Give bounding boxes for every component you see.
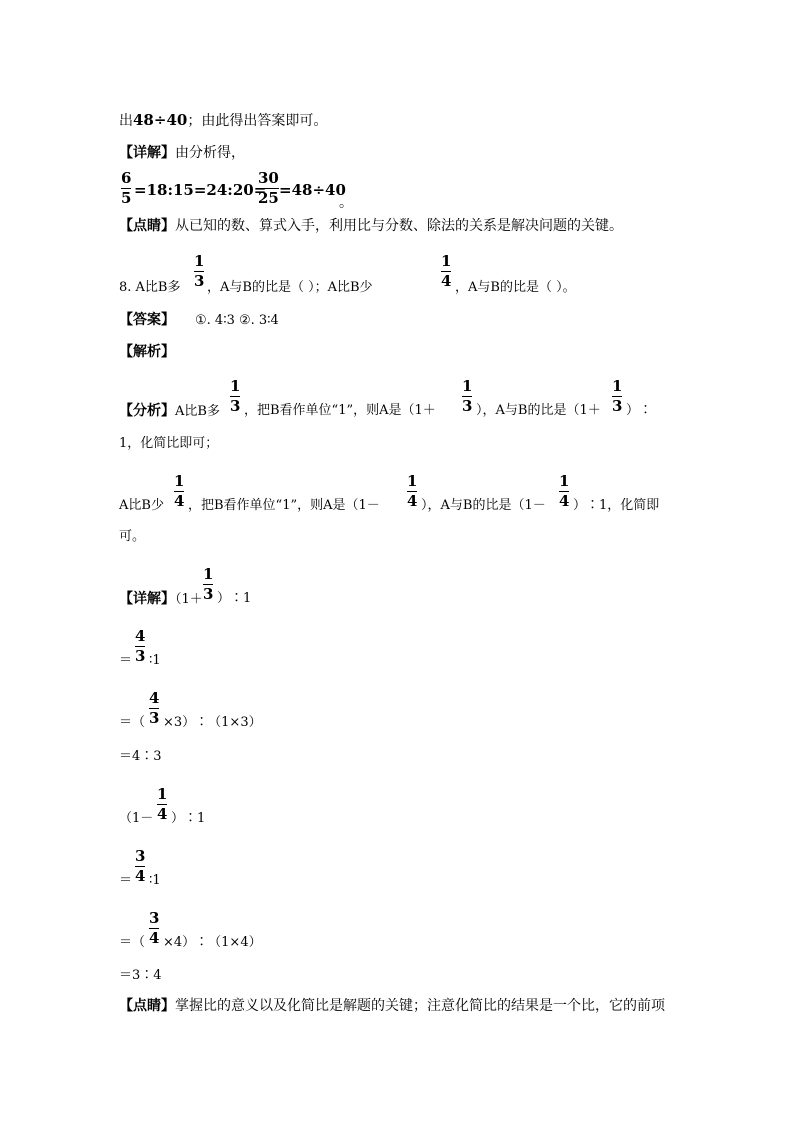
step-6: ＝ (119, 873, 133, 888)
fraction: 1 4 (174, 472, 185, 510)
fraction: 1 4 (559, 472, 570, 510)
fraction: 4 3 (149, 689, 160, 727)
fraction: 6 5 (121, 169, 132, 207)
section-tag: 【点睛】 (119, 218, 175, 234)
step-text: ）∶1 (217, 591, 252, 606)
analysis-text: ），A与B的比是（1－ (421, 498, 546, 513)
step-2: ＝ (119, 653, 133, 668)
analysis-text: 1，化简比即可； (119, 436, 219, 451)
text: 出 (119, 113, 133, 129)
fraction: 1 3 (230, 377, 241, 415)
section-tag: 【答案】 (119, 312, 175, 328)
analysis-text: ）∶1，化简即 (573, 498, 660, 513)
fraction: 3 4 (135, 847, 146, 885)
text: 由分析得， (175, 145, 245, 161)
analysis-text: ，把B看作单位“1”，则A是（1＋ (244, 403, 436, 418)
text-line-last (119, 996, 665, 1016)
text: 。 (339, 195, 353, 211)
step-8: ＝3∶4 (119, 968, 162, 983)
analysis-text: ）∶ (626, 403, 653, 418)
question-text: ，A与B的比是（ ）；A比B少 (207, 280, 373, 295)
math-expression: =18:15=24:20= (134, 181, 267, 199)
section-tag: 【解析】 (119, 344, 175, 360)
analysis-text: A比B少 (119, 498, 164, 513)
math-expression: 48÷40 (133, 111, 188, 129)
step-text: ∶1 (149, 653, 161, 668)
section-tag: 【点睛】 (119, 998, 175, 1014)
fraction: 30 25 (258, 169, 279, 207)
question-text: ，A与B的比是（ ）。 (455, 280, 576, 295)
step-text: ×3）∶（1×3） (163, 715, 262, 730)
text: ；由此得出答案即可。 (187, 113, 328, 129)
text-line-4 (119, 216, 623, 236)
step-text: ×4）∶（1×4） (163, 935, 262, 950)
analysis-text: ），A与B的比是（1＋ (476, 403, 601, 418)
text: 从已知的数、算式入手，利用比与分数、除法的关系是解决问题的关键。 (175, 218, 623, 234)
fraction: 1 3 (203, 565, 214, 603)
step-4: ＝4∶3 (119, 749, 162, 764)
analysis-text: 可。 (119, 529, 146, 544)
step-7: ＝（ (119, 935, 146, 950)
section-tag: 【详解】 (119, 145, 175, 161)
fraction: 1 3 (462, 377, 473, 415)
text-line-1 (119, 110, 327, 131)
text-line-2 (119, 143, 245, 163)
fraction: 1 4 (407, 472, 418, 510)
step-3: ＝（ (119, 715, 146, 730)
answer-line (119, 310, 279, 331)
fraction: 3 4 (149, 909, 160, 947)
question-text: 8. A比B多 (119, 280, 181, 295)
step-1: 【详解】（1＋ (119, 591, 203, 607)
step-text: ）∶1 (171, 811, 206, 826)
step-text: ∶1 (149, 873, 161, 888)
fraction: 1 4 (157, 785, 168, 823)
fraction: 1 3 (194, 252, 205, 290)
analysis-text: ，把B看作单位“1”，则A是（1－ (188, 498, 380, 513)
analysis-text: 【分析】A比B多 (119, 403, 220, 419)
answer-text: ①. 4∶3 ②. 3∶4 (195, 313, 279, 328)
step-5: （1－ (119, 811, 154, 826)
fraction: 4 3 (135, 627, 146, 665)
text: 掌握比的意义以及化简比是解题的关键；注意化简比的结果是一个比，它的前项 (175, 998, 665, 1014)
math-expression: =48÷40 (279, 181, 346, 199)
fraction: 1 3 (612, 377, 623, 415)
fraction: 1 4 (441, 252, 452, 290)
